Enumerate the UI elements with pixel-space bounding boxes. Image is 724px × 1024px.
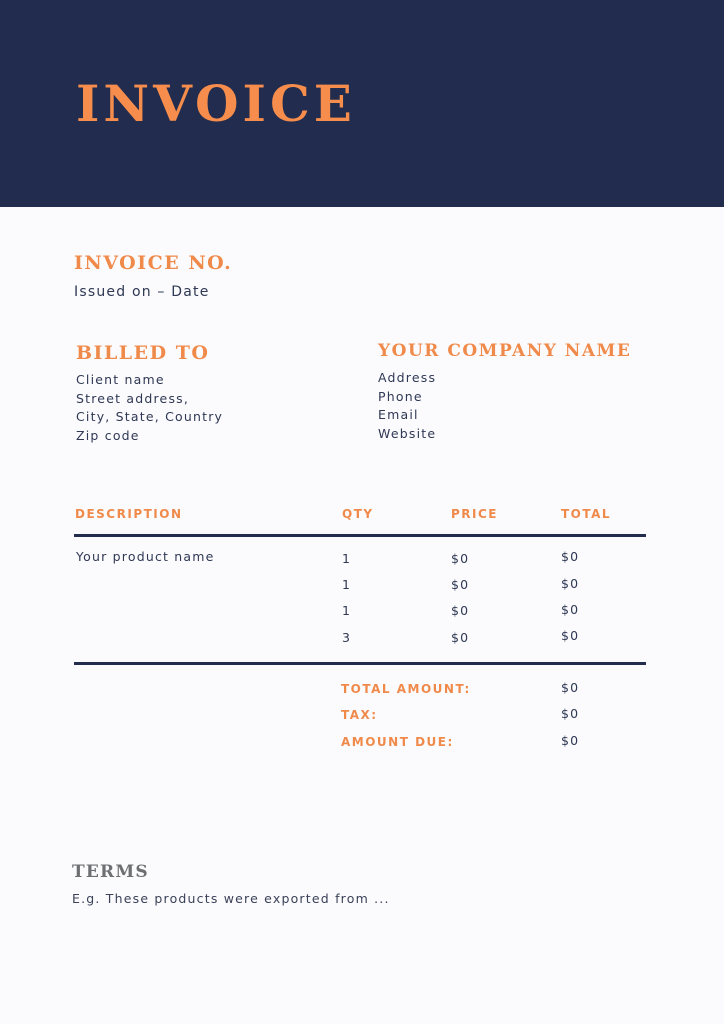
client-city-state-country: City, State, Country [76, 409, 224, 424]
row-total: $0 [561, 549, 580, 564]
client-street-address: Street address, [76, 390, 190, 406]
company-phone: Phone [378, 388, 423, 404]
company-address: Address [378, 370, 437, 385]
row-qty: 3 [342, 630, 352, 645]
terms-heading: TERMS [72, 862, 149, 882]
invoice-number-label: INVOICE NO. [74, 252, 233, 274]
amount-due-label: AMOUNT DUE: [341, 735, 454, 749]
total-amount-label: TOTAL AMOUNT: [341, 682, 471, 696]
table-top-divider [74, 534, 646, 537]
client-name: Client name [76, 372, 165, 387]
billed-to-heading: BILLED TO [76, 342, 210, 364]
row-price: $0 [451, 551, 470, 566]
amount-due-value: $0 [561, 733, 580, 748]
row-total: $0 [561, 576, 580, 591]
column-header-qty: QTY [342, 507, 374, 521]
terms-text: E.g. These products were exported from ... [72, 891, 390, 906]
row-price: $0 [451, 630, 470, 645]
row-qty: 1 [342, 603, 352, 618]
table-bottom-divider [74, 662, 646, 665]
tax-value: $0 [561, 706, 580, 721]
company-email: Email [378, 407, 419, 422]
row-price: $0 [451, 577, 470, 592]
invoice-title: INVOICE [76, 74, 356, 133]
row-price: $0 [451, 603, 470, 618]
column-header-total: TOTAL [561, 507, 612, 521]
total-amount-value: $0 [561, 680, 580, 695]
client-zip-code: Zip code [76, 427, 140, 443]
column-header-description: DESCRIPTION [75, 507, 183, 521]
row-qty: 1 [342, 551, 352, 566]
product-name: Your product name [76, 549, 215, 564]
company-name-heading: YOUR COMPANY NAME [378, 341, 632, 361]
row-qty: 1 [342, 577, 352, 592]
row-total: $0 [561, 602, 580, 617]
invoice-header-band [0, 0, 724, 207]
row-total: $0 [561, 628, 580, 643]
tax-label: TAX: [341, 708, 378, 722]
column-header-price: PRICE [451, 507, 499, 521]
company-block [378, 369, 436, 443]
billed-to-block [76, 371, 223, 445]
company-website: Website [378, 425, 437, 441]
issued-on-date: Issued on – Date [74, 284, 210, 300]
